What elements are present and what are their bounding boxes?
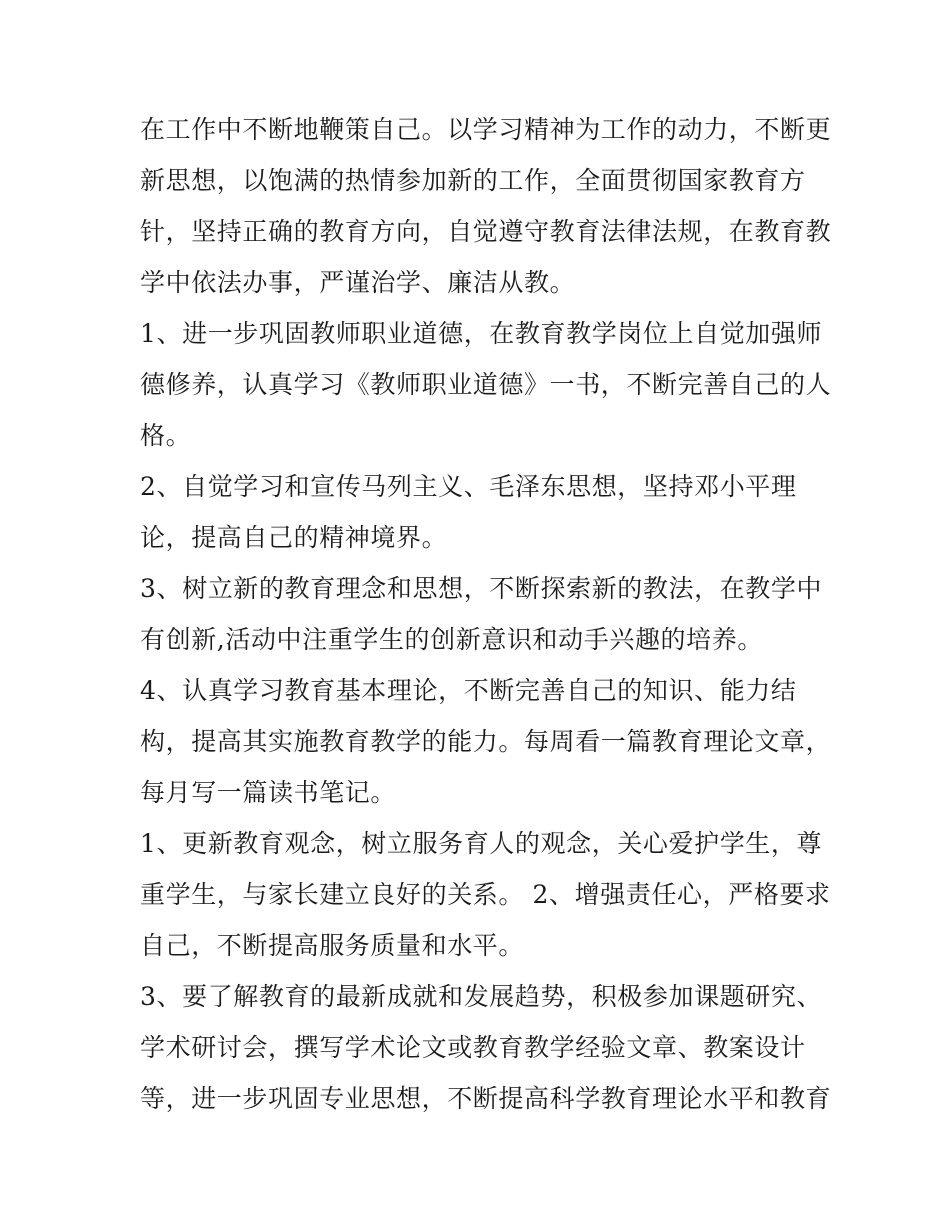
text-line: 新思想，以饱满的热情参加新的工作，全面贯彻国家教育方 bbox=[140, 166, 806, 195]
text-line: 自己，不断提高服务质量和水平。 bbox=[140, 931, 525, 960]
document-body bbox=[140, 104, 832, 1124]
text-line: 等，进一步巩固专业思想，不断提高科学教育理论水平和教育 bbox=[140, 1084, 832, 1113]
text-line: 格。 bbox=[140, 421, 192, 450]
text-line: 1、更新教育观念，树立服务育人的观念，关心爱护学生，尊 bbox=[140, 829, 823, 858]
text-line: 3、要了解教育的最新成就和发展趋势，积极参加课题研究、 bbox=[140, 982, 823, 1011]
text-line: 重学生，与家长建立良好的关系。 2、增强责任心，严格要求 bbox=[140, 880, 831, 909]
text-line: 论，提高自己的精神境界。 bbox=[140, 523, 448, 552]
text-line: 构，提高其实施教育教学的能力。每周看一篇教育理论文章， bbox=[140, 727, 832, 756]
text-line: 德修养，认真学习《教师职业道德》一书，不断完善自己的人 bbox=[140, 370, 832, 399]
text-line: 学中依法办事，严谨治学、廉洁从教。 bbox=[140, 268, 576, 297]
text-line: 针，坚持正确的教育方向，自觉遵守教育法律法规，在教育教 bbox=[140, 217, 832, 246]
text-line: 4、认真学习教育基本理论，不断完善自己的知识、能力结 bbox=[140, 676, 797, 705]
text-line: 2、自觉学习和宣传马列主义、毛泽东思想，坚持邓小平理 bbox=[140, 472, 797, 501]
text-line: 有创新,活动中注重学生的创新意识和动手兴趣的培养。 bbox=[140, 625, 763, 654]
text-line: 学术研讨会，撰写学术论文或教育教学经验文章、教案设计 bbox=[140, 1033, 806, 1062]
text-line: 1、进一步巩固教师职业道德，在教育教学岗位上自觉加强师 bbox=[140, 319, 823, 348]
text-line: 3、树立新的教育理念和思想，不断探索新的教法，在教学中 bbox=[140, 574, 823, 603]
text-line: 在工作中不断地鞭策自己。以学习精神为工作的动力，不断更 bbox=[140, 115, 832, 144]
text-line: 每月写一篇读书笔记。 bbox=[140, 778, 397, 807]
